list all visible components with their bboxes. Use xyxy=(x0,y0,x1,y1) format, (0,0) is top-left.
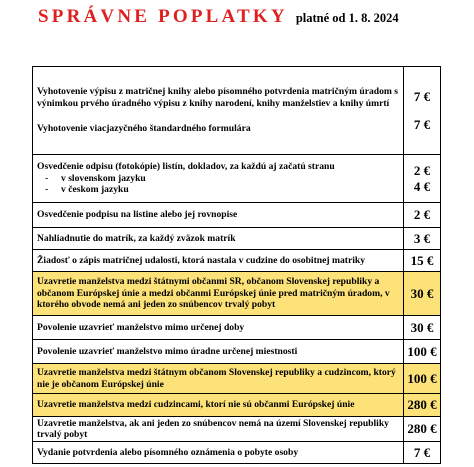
fee-description: Vydanie potvrdenia alebo písomného oznámenia o pobyte osoby xyxy=(33,442,404,464)
list-item: - v českom jazyku xyxy=(45,184,129,196)
fee-price: 2 € xyxy=(404,203,441,228)
price-value: 7 € xyxy=(413,88,431,104)
fee-price: 7 € xyxy=(404,442,441,464)
validity-date: platné od 1. 8. 2024 xyxy=(295,11,399,25)
fee-description: Žiadosť o zápis matričnej udalosti, ktorá nastala v cudzine do osobitnej matriky xyxy=(33,250,404,272)
fee-price: 15 € xyxy=(404,250,441,272)
fee-price: 3 € xyxy=(404,228,441,250)
fee-row xyxy=(33,250,441,272)
fee-row xyxy=(33,155,441,203)
fee-description: Nahliadnutie do matrík, za každý zväzok matrík xyxy=(33,228,404,250)
fee-row xyxy=(33,442,441,464)
fee-price xyxy=(404,155,441,203)
fee-row xyxy=(33,340,441,364)
fee-price: 100 € xyxy=(404,364,441,394)
fee-description: Uzavretie manželstva medzi štátnymi občanmi SR, občanom Slovenskej republiky a občanom Európskej únie a medzi občanmi Európskej únie pred matričným úradom, v ktorého obvode nemá ani jeden zo snúbencov trvalý pobyt xyxy=(33,272,404,316)
fee-description: Povolenie uzavrieť manželstvo mimo úradne určenej miestnosti xyxy=(33,340,404,364)
page-header xyxy=(38,6,474,32)
fee-row xyxy=(33,417,441,442)
fee-price: 100 € xyxy=(404,340,441,364)
price-value: 4 € xyxy=(413,178,431,194)
fee-description: Osvedčenie podpisu na listine alebo jej rovnopise xyxy=(33,203,404,228)
fee-row xyxy=(33,203,441,228)
fee-description: Uzavretie manželstva medzi štátnym občanom Slovenskej republiky a cudzincom, ktorý nie je občanom Európskej únie xyxy=(33,364,404,394)
price-value: 2 € xyxy=(413,162,431,178)
fee-row-highlighted xyxy=(33,364,441,394)
fee-description xyxy=(33,67,404,155)
fee-text: Vyhotovenie výpisu z matričnej knihy alebo písomného potvrdenia matričným úradom s výnimkou prvého úradného výpisu z knihy narodení, knihy manželstiev a knihy úmrtí xyxy=(37,86,399,109)
fees-table xyxy=(32,66,441,464)
fee-description: Povolenie uzavrieť manželstvo mimo určenej doby xyxy=(33,316,404,340)
fee-description xyxy=(33,155,404,203)
fee-row-highlighted xyxy=(33,394,441,417)
fee-description: Uzavretie manželstva medzi cudzincami, ktorí nie sú občanmi Európskej únie xyxy=(33,394,404,417)
list-item: - v slovenskom jazyku xyxy=(45,172,146,184)
fee-row xyxy=(33,316,441,340)
fee-price xyxy=(404,67,441,155)
fee-row xyxy=(33,67,441,155)
fee-description: Uzavretie manželstva, ak ani jeden zo snúbencov nemá na území Slovenskej republiky trvalý pobyt xyxy=(33,417,404,442)
fee-price: 280 € xyxy=(404,417,441,442)
fee-row-highlighted xyxy=(33,272,441,316)
fee-price: 30 € xyxy=(404,316,441,340)
fee-row xyxy=(33,228,441,250)
price-value: 7 € xyxy=(413,116,431,132)
fee-text: Osvedčenie odpisu (fotokópie) listín, dokladov, za každú aj začatú stranu xyxy=(37,161,335,173)
fee-price: 280 € xyxy=(404,394,441,417)
page-title: SPRÁVNE POPLATKY xyxy=(38,6,288,27)
fee-text: Vyhotovenie viacjazyčného štandardného formulára xyxy=(37,123,251,135)
fee-price: 30 € xyxy=(404,272,441,316)
